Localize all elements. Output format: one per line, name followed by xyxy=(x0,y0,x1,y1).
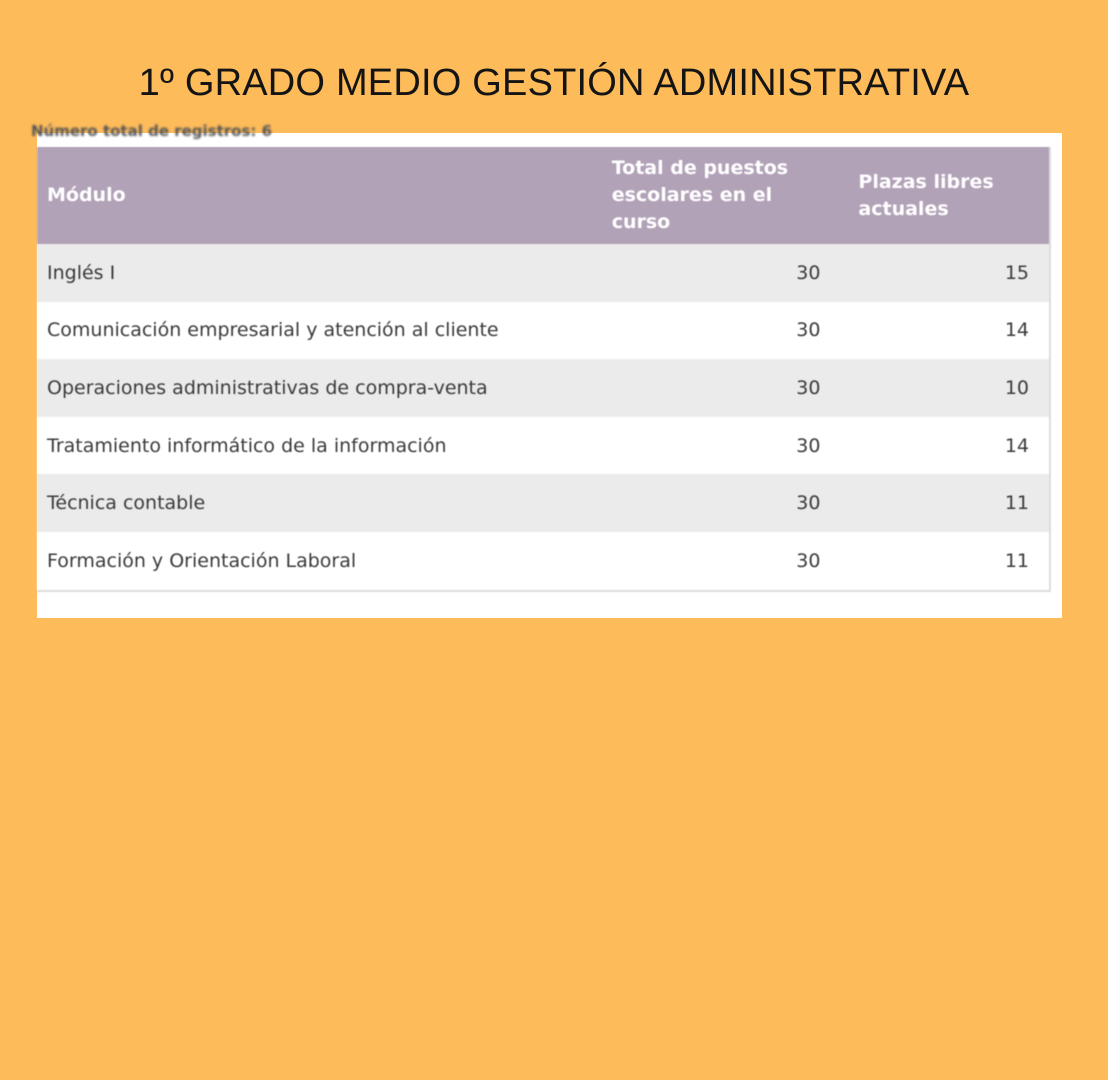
table-row xyxy=(37,359,1049,417)
table-row xyxy=(37,417,1049,475)
cell-total: 30 xyxy=(796,319,821,342)
cell-plazas: 11 xyxy=(1004,492,1029,515)
cell-total: 30 xyxy=(796,492,821,515)
cell-modulo: Operaciones administrativas de compra-venta xyxy=(47,376,488,399)
table-row xyxy=(37,302,1049,360)
cell-modulo: Técnica contable xyxy=(47,492,206,515)
cell-plazas: 14 xyxy=(1004,434,1029,457)
header-total-puestos: Total de puestos escolares en el curso xyxy=(611,157,789,233)
cell-total: 30 xyxy=(796,261,821,284)
page-title: 1º GRADO MEDIO GESTIÓN ADMINISTRATIVA xyxy=(138,62,970,104)
plazas-table xyxy=(37,147,1049,590)
header-plazas-libres: Plazas libres actuales xyxy=(858,170,994,220)
table-row xyxy=(37,474,1049,532)
cell-plazas: 14 xyxy=(1004,319,1029,342)
table-row xyxy=(37,532,1049,590)
cell-total: 30 xyxy=(796,376,821,399)
cell-modulo: Inglés I xyxy=(47,261,116,284)
table-container xyxy=(37,147,1051,592)
table-header-row xyxy=(37,147,1049,244)
table-row xyxy=(37,244,1049,302)
header-modulo: Módulo xyxy=(47,184,126,206)
record-count: Número total de registros: 6 xyxy=(31,122,273,140)
cell-total: 30 xyxy=(796,434,821,457)
cell-modulo: Comunicación empresarial y atención al cliente xyxy=(47,319,499,342)
cell-modulo: Formación y Orientación Laboral xyxy=(47,549,357,572)
cell-plazas: 11 xyxy=(1004,549,1029,572)
cell-plazas: 15 xyxy=(1004,261,1029,284)
cell-modulo: Tratamiento informático de la información xyxy=(47,434,447,457)
table-screenshot xyxy=(31,122,1062,618)
cell-total: 30 xyxy=(796,549,821,572)
cell-plazas: 10 xyxy=(1004,376,1029,399)
